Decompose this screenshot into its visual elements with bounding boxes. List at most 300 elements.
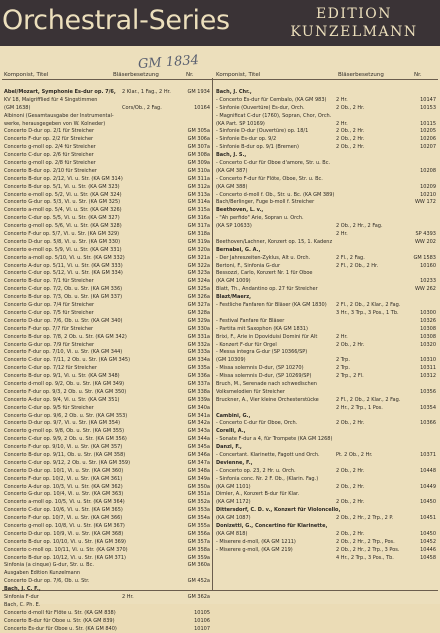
entry-composer: Sinfonia (a cinque) G-dur, Str. u. Bc. bbox=[4, 562, 94, 569]
catalog-entry bbox=[216, 184, 436, 192]
entry-composer: Concerto A-dur op. 9/4, Vi. u. Str. (KA GM 351) bbox=[4, 396, 120, 403]
entry-composer: Concerto A-dur op. 5/11, Vi. u. Str. (KA GM 333) bbox=[4, 262, 123, 269]
entry-composer: Concerto C-dur op. 9/9, 2 Ob. u. Str. (KA GM 356) bbox=[4, 436, 127, 443]
entry-composer: - Festival Fanfare für Bläser bbox=[216, 317, 285, 324]
catalog-entry bbox=[216, 294, 436, 302]
entry-scoring: 2 Ob., 2 Hr. bbox=[336, 136, 365, 143]
entry-number: 10450 bbox=[420, 499, 436, 506]
catalog-entry bbox=[216, 428, 436, 436]
catalog-entry bbox=[216, 286, 436, 294]
catalog-entry bbox=[4, 618, 210, 626]
entry-composer: Sinfonia F-dur bbox=[4, 594, 39, 600]
catalog-entry bbox=[4, 626, 210, 633]
entry-number: 10320 bbox=[420, 341, 436, 348]
catalog-entry bbox=[4, 397, 210, 405]
entry-composer: Concerto e-moll op. 5/9, Vi. u. Str. (KA GM 331) bbox=[4, 246, 122, 253]
catalog-entry bbox=[4, 152, 210, 160]
entry-composer: Concerto a-moll op. 5/10, Vi. u. Str. (KA GM 332) bbox=[4, 254, 125, 261]
entry-number: GM 333a bbox=[187, 349, 210, 356]
catalog-entry bbox=[4, 334, 210, 342]
entry-number: 10458 bbox=[420, 554, 436, 561]
entry-composer: Beethoven, L. v., bbox=[216, 207, 264, 214]
catalog-entry bbox=[4, 223, 210, 231]
catalog-entry bbox=[4, 539, 210, 547]
catalog-entry bbox=[4, 255, 210, 263]
catalog-entry bbox=[4, 184, 210, 192]
entry-number: GM 310a bbox=[187, 167, 210, 174]
entry-scoring: 2 Ob., 2 Hr. bbox=[336, 144, 365, 151]
catalog-entry bbox=[216, 152, 436, 160]
catalog-entry bbox=[4, 247, 210, 255]
catalog-entry bbox=[4, 168, 210, 176]
catalog-entry bbox=[4, 113, 210, 121]
entry-number: 10311 bbox=[420, 365, 436, 372]
entry-composer: Albinoni (Gesamtausgabe der Instrumental- bbox=[4, 112, 114, 119]
catalog-entry bbox=[4, 270, 210, 278]
entry-number: GM 1583 bbox=[413, 254, 436, 261]
entry-composer: Concerto F-dur op. 9/10, Vi. u. Str. (KA GM 357) bbox=[4, 444, 123, 451]
entry-composer: (KA GM 388) bbox=[216, 183, 248, 190]
catalog-entry bbox=[4, 231, 210, 239]
entry-composer: Bertoni, F., Sinfonia G-dur bbox=[216, 262, 280, 269]
catalog-entry bbox=[216, 160, 436, 168]
entry-composer: - Sonate F-dur a 4, für Trompete (KA GM 1268) bbox=[216, 436, 333, 443]
catalog-entry bbox=[4, 562, 210, 570]
entry-number: 10310 bbox=[420, 357, 436, 364]
catalog-entry bbox=[216, 484, 436, 492]
catalog-entry bbox=[4, 144, 210, 152]
catalog-entry bbox=[216, 436, 436, 444]
catalog-entry bbox=[4, 239, 210, 247]
entry-number: 10207 bbox=[420, 144, 436, 151]
catalog-entry bbox=[216, 507, 436, 515]
entry-composer: Concerto D-dur op. 10/9, Vi. u. Str. (KA GM 368) bbox=[4, 530, 124, 537]
entry-scoring: 2 Ob., 2 Hr., 2 Trp., Pos. bbox=[336, 538, 395, 545]
catalog-entry bbox=[4, 468, 210, 476]
entry-number: GM 339a bbox=[187, 396, 210, 403]
entry-composer: Concerto F-dur op. 10/7, Vi. u. Str. (KA GM 366) bbox=[4, 515, 123, 522]
catalog-entry bbox=[4, 128, 210, 136]
entry-composer: Concerto g-moll op. 2/4 für Streicher bbox=[4, 144, 96, 151]
entry-composer: Concerto g-moll op. 9/8, Ob. u. Str. (KA GM 355) bbox=[4, 428, 125, 435]
catalog-entry bbox=[216, 499, 436, 507]
entry-number: 10308 bbox=[420, 333, 436, 340]
catalog-entry bbox=[4, 318, 210, 326]
catalog-entry bbox=[4, 286, 210, 294]
entry-composer: werke, herausgegeben von W. Kolneder) bbox=[4, 120, 106, 127]
catalog-entry bbox=[216, 207, 436, 215]
entry-number: 10209 bbox=[420, 183, 436, 190]
entry-scoring: 2 Fl., 2 Ob., 2 Hr. bbox=[336, 262, 379, 269]
catalog-entry bbox=[216, 397, 436, 405]
entry-scoring: Cors/Ob., 2 Fag. bbox=[122, 104, 162, 111]
catalog-entry bbox=[4, 452, 210, 460]
catalog-entry bbox=[4, 547, 210, 555]
entry-composer: Concerto C-dur op. 2/6 für Streicher bbox=[4, 152, 94, 159]
catalog-entry bbox=[216, 176, 436, 184]
entry-composer: - "Ah perfido" Arie, Sopran u. Orch. bbox=[216, 215, 304, 222]
entry-number: GM 354a bbox=[187, 515, 210, 522]
entry-number: SP 4393 bbox=[415, 231, 436, 238]
entry-number: GM 343a bbox=[187, 428, 210, 435]
entry-composer: Bach/Berlinger, Fuge b-moll f. Streicher bbox=[216, 199, 315, 206]
entry-composer: Bach, C. Ph. E. bbox=[4, 601, 41, 608]
catalog-entry bbox=[216, 349, 436, 357]
entry-composer: Concerto D-dur op. 9/7, Vi. u. Str. (KA GM 354) bbox=[4, 420, 121, 427]
entry-scoring: 2 Ob., 2 Hr. bbox=[336, 104, 365, 111]
catalog-entry bbox=[216, 263, 436, 271]
catalog-entry bbox=[216, 255, 436, 263]
right-header-number: Nr. bbox=[414, 72, 422, 78]
entry-composer: Blazt/Maerz, bbox=[216, 294, 252, 301]
entry-number: GM 350a bbox=[187, 483, 210, 490]
catalog-entry bbox=[4, 610, 210, 618]
right-header-composer: Komponist, Titel bbox=[216, 72, 261, 78]
entry-composer: - Concerto op. 23, 2 Hr. u. Orch. bbox=[216, 467, 296, 474]
catalog-entry bbox=[4, 89, 210, 97]
entry-scoring: 2 Ob., 2 Hr. bbox=[336, 530, 365, 537]
entry-composer: Concerto B-dur op. 2/12, Vi. u. Str. (KA GM 314) bbox=[4, 175, 123, 182]
entry-number: GM 324a bbox=[187, 278, 210, 285]
catalog-entry bbox=[4, 121, 210, 129]
entry-composer: - Concerto C-dur für Oboe, Orch. bbox=[216, 420, 298, 427]
entry-number: 10164 bbox=[194, 104, 210, 111]
catalog-entry bbox=[216, 389, 436, 397]
catalog-entry bbox=[216, 539, 436, 547]
header-rule bbox=[2, 79, 438, 80]
entry-composer: Bruch, M., Serenade nach schwedischen bbox=[216, 380, 317, 387]
catalog-entry bbox=[4, 373, 210, 381]
entry-number: WW 202 bbox=[414, 238, 436, 245]
entry-number: GM 312a bbox=[187, 183, 210, 190]
entry-composer: Concerto F-dur op. 7/7 für Streicher bbox=[4, 325, 94, 332]
entry-composer: Concerto B-dur op. 10/12, Vi. u. Str. (KA GM 371) bbox=[4, 554, 126, 561]
entry-number: GM 314a bbox=[187, 199, 210, 206]
entry-number: 10366 bbox=[420, 420, 436, 427]
entry-scoring: 3 Hr., 3 Trp., 3 Pos., 1 Tb. bbox=[336, 309, 399, 316]
entry-composer: Concerto F-dur op. 7/10, Vi. u. Str. (KA GM 344) bbox=[4, 349, 123, 356]
catalog-entry bbox=[4, 215, 210, 223]
catalog-entry bbox=[216, 326, 436, 334]
catalog-entry bbox=[4, 207, 210, 215]
entry-number: GM 331a bbox=[187, 333, 210, 340]
entry-scoring: 2 Hr. bbox=[336, 96, 348, 103]
entry-composer: (KA GM 1009) bbox=[216, 278, 251, 285]
entry-number: GM 307a bbox=[187, 144, 210, 151]
entry-composer: Concerto C-dur op. 10/6, Vi. u. Str. (KA GM 365) bbox=[4, 507, 123, 514]
entry-number: GM 348a bbox=[187, 467, 210, 474]
catalog-entry bbox=[216, 468, 436, 476]
entry-composer: - Sinfonie D-dur (Ouvertüre) op. 18/1 bbox=[216, 128, 309, 135]
catalog-entry bbox=[216, 270, 436, 278]
entry-number: GM 340a bbox=[187, 404, 210, 411]
catalog-entry bbox=[4, 349, 210, 357]
entry-composer: Concerto F-dur op. 10/2, Vi. u. Str. (KA GM 361) bbox=[4, 475, 123, 482]
entry-composer: Concerto g-moll op. 5/6, Vi. u. Str. (KA GM 328) bbox=[4, 223, 122, 230]
entry-scoring: 2 Ob., 2 Hr., 2 Trp., 2 P. bbox=[336, 515, 394, 522]
catalog-entry bbox=[4, 365, 210, 373]
entry-number: GM 330a bbox=[187, 325, 210, 332]
entry-scoring: 2 Fl., 2 Ob., 2 Klar., 2 Fag. bbox=[336, 302, 401, 309]
entry-scoring: 2 Ob., 2 Hr. bbox=[336, 420, 365, 427]
entry-composer: Bruckner, A., Vier kleine Orchesterstücke bbox=[216, 396, 319, 403]
entry-composer: Concerto c-moll op. 10/11, Vi. u. Str. (KA GM 370) bbox=[4, 546, 128, 553]
catalog-entry bbox=[4, 160, 210, 168]
entry-number: GM 305a bbox=[187, 128, 210, 135]
entry-number: GM 321a bbox=[187, 254, 210, 261]
entry-number: GM 357a bbox=[187, 538, 210, 545]
entry-number: GM 358a bbox=[187, 546, 210, 553]
entry-number: GM 1934 bbox=[187, 89, 210, 95]
catalog-entry bbox=[4, 476, 210, 484]
entry-composer: Corelli, A., bbox=[216, 428, 246, 435]
catalog-entry bbox=[4, 507, 210, 515]
entry-scoring: 2 Trp., 2 Fl. bbox=[336, 373, 364, 380]
entry-number: GM 352a bbox=[187, 499, 210, 506]
catalog-entry bbox=[216, 144, 436, 152]
entry-composer: (KA GM 818) bbox=[216, 530, 248, 537]
entry-number: GM 325a bbox=[187, 286, 210, 293]
handwritten-note: GM 1834 bbox=[137, 52, 200, 73]
catalog-entry bbox=[4, 555, 210, 563]
entry-number: GM 346a bbox=[187, 451, 210, 458]
entry-scoring: 2 Trp. bbox=[336, 357, 350, 364]
entry-number: 10308 bbox=[420, 325, 436, 332]
entry-composer: (KA Part. SP 10169) bbox=[216, 120, 265, 127]
entry-composer: Beethoven/Lachner, Konzert op. 15, 1. Kadenz bbox=[216, 238, 333, 245]
entry-number: 10205 bbox=[420, 128, 436, 135]
entry-composer: - Sinfonia conc. Nr. 2 F. Ob., (Klarin. Fag.) bbox=[216, 475, 319, 482]
entry-composer: Dimler, A., Konzert B-dur für Klar. bbox=[216, 491, 300, 498]
entry-composer: Bessozzi, Carlo, Konzert Nr. 1 für Oboe bbox=[216, 270, 313, 277]
catalog-entry bbox=[4, 420, 210, 428]
catalog-entry bbox=[216, 302, 436, 310]
left-header-number: Nr. bbox=[186, 72, 194, 78]
entry-composer: - Missa solemnis D-dur, (SP 10269/SP) bbox=[216, 373, 312, 380]
entry-composer: Concerto B-dur op. 7/1 für Streicher bbox=[4, 278, 94, 285]
entry-composer: Concerto B-dur op. 9/11, Ob. u. Str. (KA GM 358) bbox=[4, 451, 126, 458]
entry-composer: (GM 1638) bbox=[4, 104, 31, 111]
entry-composer: Concerto B-dur für Oboe u. Str. (KA GM 839) bbox=[4, 617, 115, 624]
entry-composer: Dittersdorf, C. D. v., Konzert für Violoncello, bbox=[216, 507, 341, 514]
entry-number: 10452 bbox=[420, 538, 436, 545]
entry-number: WW 172 bbox=[414, 199, 436, 206]
entry-composer: Concerto B-dur op. 7/3, Ob. u. Str. (KA GM 337) bbox=[4, 294, 123, 301]
entry-composer: Blatt, Th., Andantino op. 27 für Streicher bbox=[216, 286, 318, 293]
entry-number: GM 322a bbox=[187, 262, 210, 269]
entry-scoring: 2 Ob., 2 Hr. bbox=[336, 341, 365, 348]
entry-number: 10449 bbox=[420, 483, 436, 490]
catalog-entry bbox=[4, 405, 210, 413]
entry-scoring: 2 Fl., 2 Ob., 2 Klar., 2 Fag. bbox=[336, 396, 401, 403]
catalog-entry bbox=[4, 357, 210, 365]
entry-composer: Concerto A-dur op. 10/3, Vi. u. Str. (KA GM 362) bbox=[4, 483, 123, 490]
entry-number: 10160 bbox=[420, 262, 436, 269]
entry-number: 10115 bbox=[420, 120, 436, 127]
catalog-entry bbox=[4, 136, 210, 144]
entry-number: 10147 bbox=[420, 96, 436, 103]
entry-number: GM 328a bbox=[187, 309, 210, 316]
entry-composer: Concerto F-dur op. 5/7, Vi. u. Str. (KA GM 329) bbox=[4, 231, 120, 238]
entry-number: 10448 bbox=[420, 467, 436, 474]
entry-number: GM 351a bbox=[187, 491, 210, 498]
entry-composer: Concerto B-dur op. 7/8, 2 Ob. u. Str. (KA GM 342) bbox=[4, 333, 127, 340]
entry-composer: Concerto F-dur op. 9/3, 2 Ob. u. Str. (KA GM 350) bbox=[4, 388, 127, 395]
entry-number: 10210 bbox=[420, 191, 436, 198]
entry-composer: Concerto g-moll op. 10/8, Vi. u. Str. (KA GM 367) bbox=[4, 522, 125, 529]
column-divider bbox=[212, 78, 213, 590]
entry-composer: (GM 10309) bbox=[216, 357, 246, 364]
entry-composer: - Miserere d-moll, (KA GM 1211) bbox=[216, 538, 296, 545]
entry-number: 10105 bbox=[194, 609, 210, 616]
entry-composer: Concerto G-dur op. 5/3, Vi. u. Str. (KA GM 325) bbox=[4, 199, 121, 206]
entry-composer: Concerto C-dur op. 9/12, 2 Ob. u. Str. (KA GM 359) bbox=[4, 459, 131, 466]
entry-composer: Concerto D-dur op. 10/1, Vi. u. Str. (KA GM 360) bbox=[4, 467, 124, 474]
catalog-entry bbox=[4, 97, 210, 105]
catalog-entry bbox=[4, 413, 210, 421]
entry-composer: - Concerto C-dur für Oboe d'amore, Str. u. Bc. bbox=[216, 160, 331, 167]
catalog-entry bbox=[216, 373, 436, 381]
catalog-entry bbox=[216, 168, 436, 176]
entry-number: GM 359a bbox=[187, 554, 210, 561]
entry-number: 10233 bbox=[420, 278, 436, 285]
catalog-entry bbox=[216, 365, 436, 373]
entry-number: GM 320a bbox=[187, 246, 210, 253]
catalog-entry bbox=[4, 436, 210, 444]
entry-composer: Concerto G-dur op. 7/4 für Streicher bbox=[4, 302, 95, 309]
entry-composer: Danzi, F., bbox=[216, 444, 242, 451]
entry-number: 10312 bbox=[420, 373, 436, 380]
entry-number: GM 315a bbox=[187, 207, 210, 214]
entry-composer: - Concerto d-moll f. Ob., Str. u. Bc. (KA GM 389) bbox=[216, 191, 335, 198]
entry-composer: - Concerto Es-dur für Cembalo, (KA GM 983) bbox=[216, 96, 327, 103]
entry-composer: - Sinfonie B-dur op. 9/1 (Bremen) bbox=[216, 144, 299, 151]
entry-composer: (KA GM 387) bbox=[216, 167, 248, 174]
entry-number: 10356 bbox=[420, 388, 436, 395]
entry-composer: Bach, J. C. F., bbox=[4, 586, 41, 593]
catalog-entry bbox=[216, 334, 436, 342]
catalog-entry bbox=[4, 586, 210, 594]
catalog-entry bbox=[4, 460, 210, 468]
entry-composer: - Messa integra G-dur (SP 10366/SP) bbox=[216, 349, 308, 356]
catalog-entry bbox=[216, 342, 436, 350]
entry-scoring: 2 Hr., 2 Trp., 1 Pos. bbox=[336, 404, 383, 411]
entry-composer: Abel/Mozart, Symphonie Es-dur op. 7/6, bbox=[4, 89, 116, 95]
entry-number: GM 362a bbox=[187, 594, 210, 600]
entry-number: GM 353a bbox=[187, 507, 210, 514]
entry-scoring: 2 Ob., 2 Hr., 2 Fag. bbox=[336, 223, 383, 230]
catalog-entry bbox=[4, 523, 210, 531]
entry-number: GM 360a bbox=[187, 562, 210, 569]
entry-composer: - Miserere g-moll, (KA GM 219) bbox=[216, 546, 293, 553]
entry-composer: Concerto G-dur op. 10/4, Vi. u. Str. (KA GM 363) bbox=[4, 491, 124, 498]
entry-composer: Concerto d-moll für Flöte u. Str. (KA GM 838) bbox=[4, 609, 116, 616]
entry-composer: Concerto D-dur op. 2/1 für Streicher bbox=[4, 128, 95, 135]
entry-composer: (KA GM 1101) bbox=[216, 483, 251, 490]
entry-scoring: Pt. 2 Ob., 2 Hr. bbox=[336, 451, 373, 458]
entry-number: GM 334a bbox=[187, 357, 210, 364]
series-title: Orchestral-Series bbox=[2, 5, 230, 36]
catalog-entry bbox=[4, 602, 210, 610]
entry-composer: Concerto C-dur op. 5/5, Vi. u. Str. (KA GM 327) bbox=[4, 215, 120, 222]
catalog-entry bbox=[4, 515, 210, 523]
left-catalog-column bbox=[4, 89, 210, 633]
entry-composer: - Concertant. Klarinette, Fagott und Orch. bbox=[216, 451, 320, 458]
right-header-scoring: Bläserbesetzung bbox=[338, 72, 384, 78]
catalog-entry bbox=[216, 452, 436, 460]
entry-number: 10208 bbox=[420, 167, 436, 174]
catalog-entry bbox=[216, 515, 436, 523]
catalog-entry bbox=[216, 310, 436, 318]
entry-composer: Concerto e-moll op. 5/2, Vi. u. Str. (KA GM 324) bbox=[4, 191, 122, 198]
catalog-entry bbox=[216, 121, 436, 129]
entry-composer: Concerto B-dur op. 5/1, Vi. u. Str. (KA GM 323) bbox=[4, 183, 120, 190]
entry-scoring: 2 Ob., 2 Hr., 2 Trp., 3 Pos. bbox=[336, 546, 400, 553]
entry-number: GM 335a bbox=[187, 365, 210, 372]
catalog-entry bbox=[216, 192, 436, 200]
entry-number: WW 262 bbox=[414, 286, 436, 293]
catalog-entry bbox=[4, 381, 210, 389]
catalog-entry bbox=[4, 531, 210, 539]
entry-composer: Concerto D-dur op. 7/6, Ob. u. Str. bbox=[4, 578, 90, 585]
entry-composer: Concerto B-dur op. 2/10 für Streicher bbox=[4, 167, 97, 174]
catalog-entry bbox=[216, 199, 436, 207]
entry-number: GM 355a bbox=[187, 522, 210, 529]
entry-composer: (KA SP 10633) bbox=[216, 223, 252, 230]
entry-composer: - Konzert F-dur für Orgel bbox=[216, 341, 277, 348]
catalog-entry bbox=[216, 420, 436, 428]
catalog-entry bbox=[216, 247, 436, 255]
entry-number: 10107 bbox=[194, 625, 210, 632]
entry-composer: - Concerto F-dur für Flöte, Oboe, Str. u. Bc. bbox=[216, 175, 323, 182]
entry-composer: Concerto F-dur op. 2/2 für Streicher bbox=[4, 136, 94, 143]
entry-number: GM 342a bbox=[187, 420, 210, 427]
publisher-logo-line1: EDITION bbox=[315, 6, 393, 22]
entry-composer: Cambini, G., bbox=[216, 412, 251, 419]
entry-number: GM 319a bbox=[187, 238, 210, 245]
catalog-entry bbox=[4, 428, 210, 436]
catalog-entry bbox=[4, 342, 210, 350]
entry-number: GM 317a bbox=[187, 223, 210, 230]
entry-number: 10446 bbox=[420, 546, 436, 553]
entry-composer: KV 18, Maigrifflied für 4 Singstimmen bbox=[4, 96, 98, 103]
catalog-entry bbox=[4, 278, 210, 286]
entry-scoring: 2 Ob., 2 Hr. bbox=[336, 483, 365, 490]
entry-composer: - Der Jahreszeiten-Zyklus, Alt u. Orch. bbox=[216, 254, 311, 261]
entry-number: GM 336a bbox=[187, 373, 210, 380]
entry-composer: Concerto B-dur op. 9/1, Vi. u. Str. (KA GM 348) bbox=[4, 373, 120, 380]
entry-composer: - Sinfonie (Ouvertüre) Es-dur, Orch. bbox=[216, 104, 305, 111]
catalog-entry bbox=[4, 199, 210, 207]
entry-composer: - Sinfonie Es-dur op. 9/2 bbox=[216, 136, 277, 143]
catalog-entry bbox=[4, 389, 210, 397]
entry-composer: Concerto C-dur op. 9/5 für Streicher bbox=[4, 404, 94, 411]
entry-composer: - Magnificat C-dur (1760), Sopran, Chor, Orch. bbox=[216, 112, 332, 119]
entry-composer: Concerto C-dur op. 7/2, Ob. u. Str. (KA GM 336) bbox=[4, 286, 123, 293]
entry-number: GM 452a bbox=[187, 578, 210, 585]
catalog-entry bbox=[216, 357, 436, 365]
catalog-entry bbox=[216, 89, 436, 97]
entry-composer: Concerto G-dur op. 7/9 für Streicher bbox=[4, 341, 95, 348]
catalog-entry bbox=[216, 128, 436, 136]
entry-composer: (KA GM 1087) bbox=[216, 515, 251, 522]
entry-composer: Concerto C-dur op. 5/12, Vi. u. Str. (KA GM 334) bbox=[4, 270, 123, 277]
entry-composer: Concerto Es-dur für Oboe u. Str. (KA GM 840) bbox=[4, 625, 117, 632]
catalog-entry bbox=[216, 231, 436, 239]
entry-composer: - Missa solemnis D-dur, (SP 10270) bbox=[216, 365, 304, 372]
entry-composer: Concerto C-dur op. 7/5 für Streicher bbox=[4, 309, 94, 316]
catalog-entry bbox=[216, 523, 436, 531]
